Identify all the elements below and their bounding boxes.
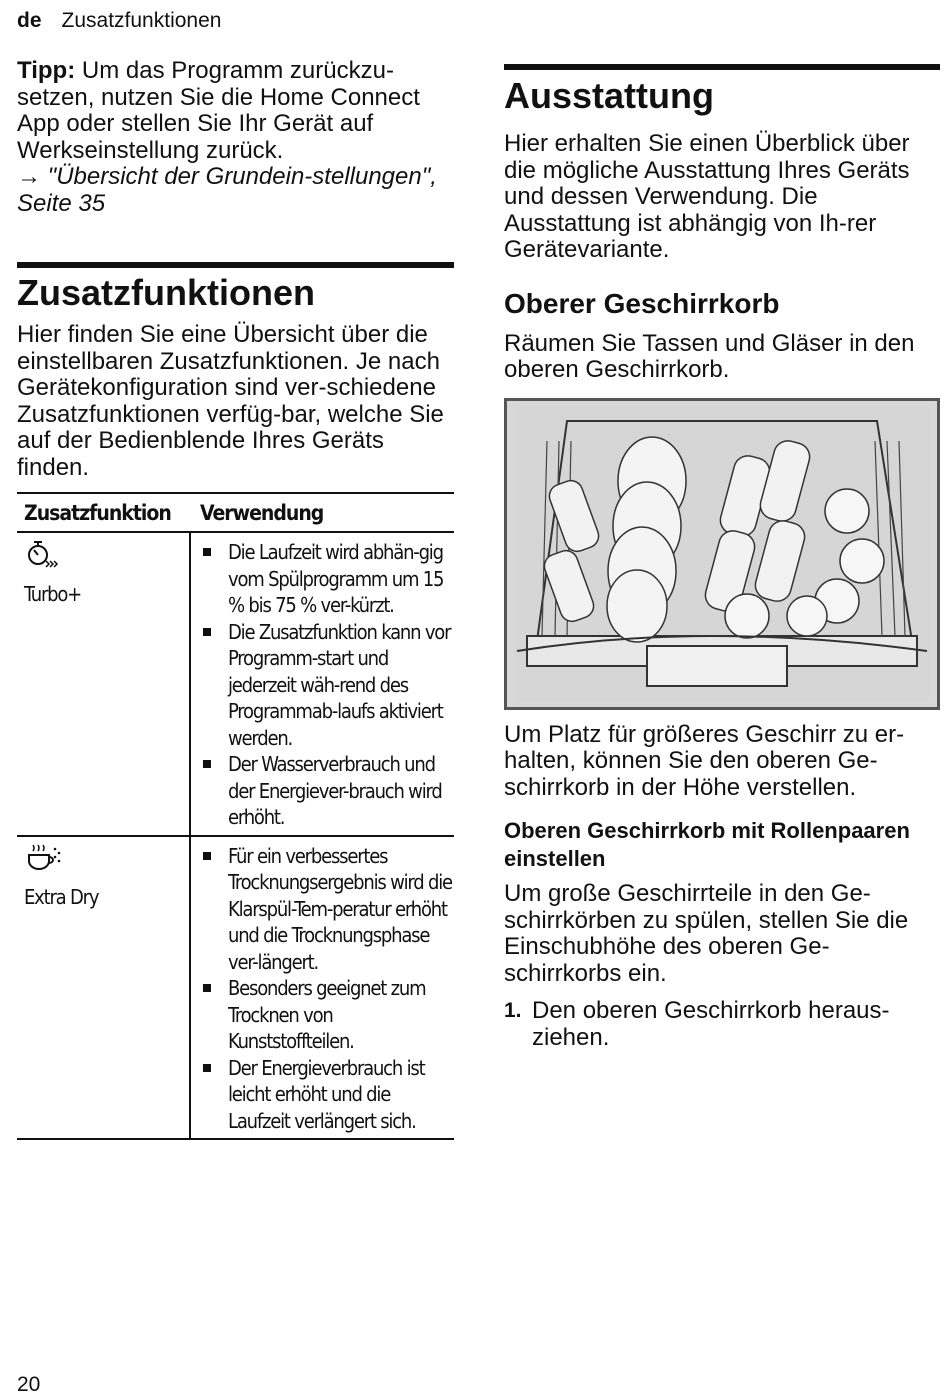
tip-reference: → "Übersicht der Grundein-stellungen", Seite 35 <box>17 163 437 217</box>
list-item: Der Energieverbrauch ist leicht erhöht und die Laufzeit verlängert sich. <box>201 1055 454 1135</box>
oberer-title: Oberer Geschirrkorb <box>504 287 780 319</box>
function-table <box>17 492 454 1140</box>
list-item: Die Laufzeit wird abhän-gig vom Spülprogramm um 15 % bis 75 % ver-kürzt. <box>201 539 454 619</box>
oberer-after-figure: Um Platz für größeres Geschirr zu er-halten, können Sie den oberen Ge-schirrkorb in der Höhe verstellen. <box>504 720 905 801</box>
page-header <box>17 9 221 33</box>
tip-text: Um das Programm zurückzu-setzen, nutzen Sie die Home Connect App oder stellen Sie Ihr Gerät auf Werkseinstellung zurück. <box>17 57 420 164</box>
step-number: 1. <box>504 999 522 1022</box>
zusatz-intro: Hier finden Sie eine Übersicht über die einstellbaren Zusatzfunktionen. Je nach Gerätekonfiguration sind ver-schiedene Zusatzfunktionen verfüg-bar, welche Sie auf der Bedienblende Ihres Geräts finden. <box>17 321 444 481</box>
table-row <box>17 836 454 1140</box>
list-item: Für ein verbessertes Trocknungsergebnis wird die Klarspül-Tem-peratur erhöht und die Trocknungsphase ver-längert. <box>201 843 454 976</box>
tip-label: Tipp: <box>17 57 76 84</box>
step-text: Den oberen Geschirrkorb heraus-ziehen. <box>532 997 890 1051</box>
language-code: de <box>17 9 42 32</box>
tip-paragraph <box>17 58 454 217</box>
table-header-row <box>17 493 454 532</box>
upper-basket-illustration <box>504 398 940 710</box>
function-name: Extra Dry <box>24 884 99 909</box>
list-item: Besonders geeignet zum Trocknen von Kunststoffteilen. <box>201 975 454 1055</box>
oberer-intro: Räumen Sie Tassen und Gläser in den oberen Geschirrkorb. <box>504 329 915 383</box>
section-rule <box>504 64 940 70</box>
page-number: 20 <box>17 1373 41 1396</box>
left-column <box>17 58 454 1140</box>
ausstattung-title: Ausstattung <box>504 75 714 116</box>
table-header-verwendung: Verwendung <box>190 493 454 532</box>
list-item: Der Wasserverbrauch und der Energiever-brauch wird erhöht. <box>201 751 454 831</box>
header-section: Zusatzfunktionen <box>61 9 222 32</box>
bullet-list <box>201 843 454 1135</box>
oberer-subtitle: Oberen Geschirrkorb mit Rollenpaaren einstellen <box>504 818 910 871</box>
oberer-sub-intro: Um große Geschirrteile in den Ge-schirrkörben zu spülen, stellen Sie die Einschubhöhe des oberen Ge-schirrkorbs ein. <box>504 880 909 987</box>
ausstattung-intro: Hier erhalten Sie einen Überblick über die mögliche Ausstattung Ihres Geräts und dessen Verwendung. Die Ausstattung ist abhängig von Ih-rer Gerätevariante. <box>504 130 910 263</box>
list-item <box>504 998 940 1051</box>
extra-dry-cup-icon <box>24 843 64 875</box>
right-column <box>504 64 940 1051</box>
zusatz-title: Zusatzfunktionen <box>17 272 315 313</box>
dish-rack-drawing <box>507 401 937 707</box>
list-item: Die Zusatzfunktion kann vor Programm-start und jederzeit wäh-rend des Programmab-laufs aktiviert werden. <box>201 619 454 752</box>
function-name: Turbo+ <box>24 582 82 606</box>
table-row <box>17 532 454 836</box>
bullet-list <box>201 539 454 831</box>
turbo-stopwatch-icon <box>24 539 64 571</box>
section-rule <box>17 262 454 268</box>
table-header-zusatzfunktion: Zusatzfunktion <box>17 493 190 532</box>
steps-list <box>504 998 940 1051</box>
